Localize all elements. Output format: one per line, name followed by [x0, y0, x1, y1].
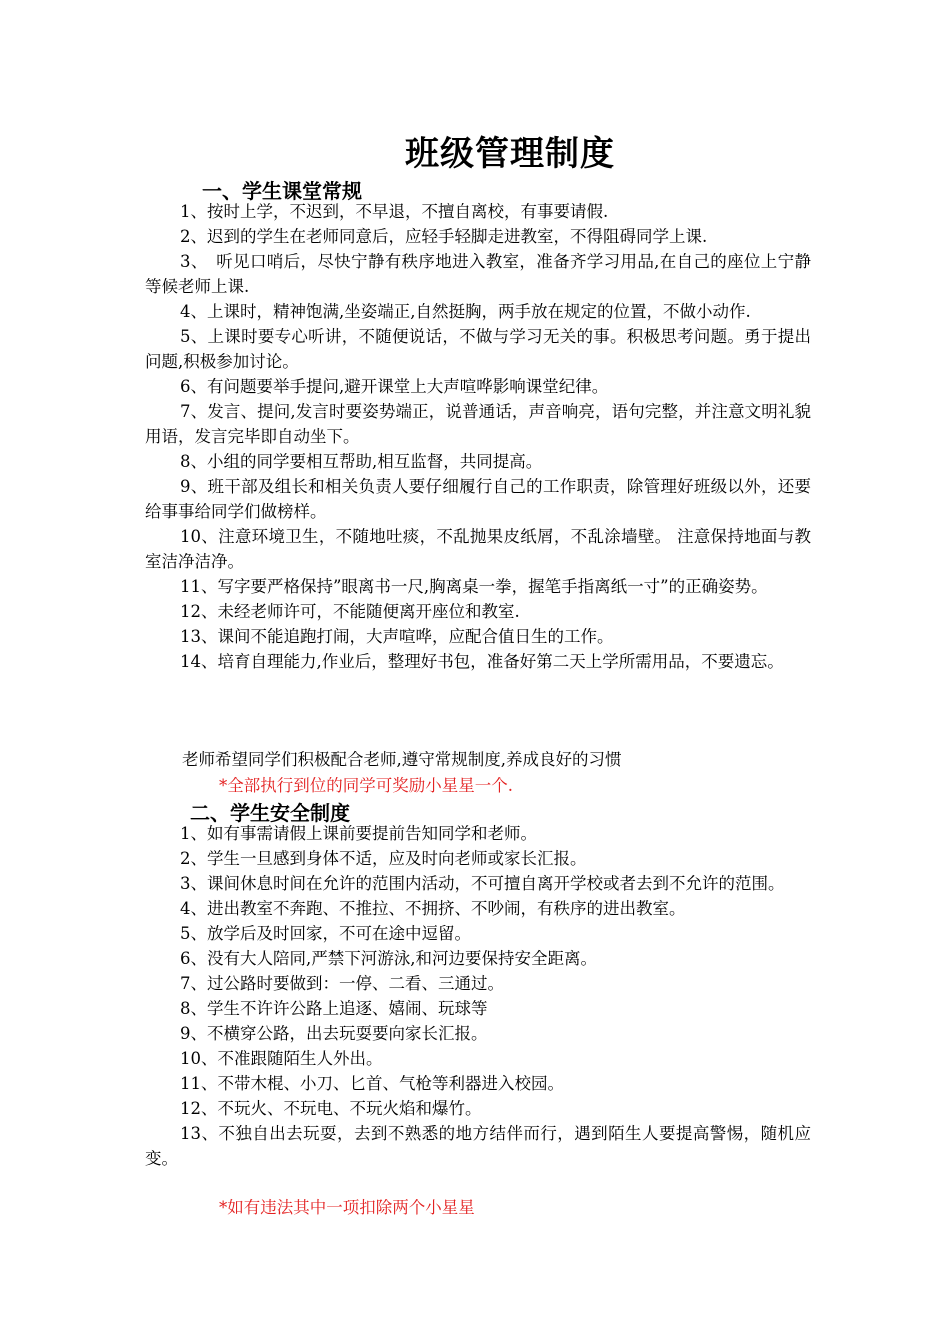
rule-item: 6、没有大人陪同,严禁下河游泳,和河边要保持安全距离。 — [180, 949, 597, 968]
reward-note: *全部执行到位的同学可奖励小星星一个. — [219, 776, 513, 795]
penalty-note: *如有违法其中一项扣除两个小星星 — [219, 1198, 475, 1217]
rule-item: 7、过公路时要做到：一停、二看、三通过。 — [180, 974, 504, 993]
classroom-rules-list — [145, 199, 811, 674]
page-title: 班级管理制度 — [405, 134, 615, 174]
rule-item: 1、按时上学，不迟到，不早退，不擅自离校，有事要请假. — [180, 202, 609, 221]
rule-item: 1、如有事需请假上课前要提前告知同学和老师。 — [180, 824, 537, 843]
safety-rules-list — [145, 821, 811, 1171]
rule-item: 14、培育自理能力,作业后，整理好书包，准备好第二天上学所需用品，不要遗忘。 — [180, 652, 784, 671]
rule-item: 3、课间休息时间在允许的范围内活动，不可擅自离开学校或者去到不允许的范围。 — [180, 874, 785, 893]
rule-item: 9、班干部及组长和相关负责人要仔细履行自己的工作职责，除管理好班级以外，还要给事事给同学们做榜样。 — [145, 477, 811, 521]
rule-item: 8、学生不许许公路上追逐、嬉闹、玩球等 — [180, 999, 488, 1018]
rule-item: 7、发言、提问,发言时要姿势端正，说普通话，声音响亮，语句完整，并注意文明礼貌用语，发言完毕即自动坐下。 — [145, 402, 811, 446]
rule-item: 12、不玩火、不玩电、不玩火焰和爆竹。 — [180, 1099, 482, 1118]
rule-item: 13、课间不能追跑打闹，大声喧哗，应配合值日生的工作。 — [180, 627, 614, 646]
rule-item: 10、注意环境卫生，不随地吐痰，不乱抛果皮纸屑，不乱涂墙壁。 注意保持地面与教室洁净洁净。 — [145, 527, 811, 571]
rule-item: 10、不准跟随陌生人外出。 — [180, 1049, 383, 1068]
rule-item: 11、写字要严格保持”眼离书一尺,胸离桌一拳，握笔手指离纸一寸”的正确姿势。 — [180, 577, 768, 596]
rule-item: 3、 听见口哨后，尽快宁静有秩序地进入教室，准备齐学习用品,在自己的座位上宁静等候老师上课. — [145, 252, 811, 296]
rule-item: 5、放学后及时回家，不可在途中逗留。 — [180, 924, 471, 943]
section-heading-classroom-rules: 一、学生课堂常规 — [202, 179, 362, 203]
rule-item: 9、不横穿公路，出去玩耍要向家长汇报。 — [180, 1024, 488, 1043]
rule-item: 13、不独自出去玩耍，去到不熟悉的地方结伴而行，遇到陌生人要提高警惕，随机应变。 — [145, 1124, 811, 1168]
closing-remark: 老师希望同学们积极配合老师,遵守常规制度,养成良好的习惯 — [182, 750, 622, 769]
rule-item: 12、未经老师许可，不能随便离开座位和教室. — [180, 602, 520, 621]
rule-item: 4、上课时，精神饱满,坐姿端正,自然挺胸，两手放在规定的位置，不做小动作. — [180, 302, 751, 321]
rule-item: 8、小组的同学要相互帮助,相互监督，共同提高。 — [180, 452, 543, 471]
rule-item: 2、迟到的学生在老师同意后，应轻手轻脚走进教室，不得阻碍同学上课. — [180, 227, 708, 246]
rule-item: 5、上课时要专心听讲，不随便说话，不做与学习无关的事。积极思考问题。勇于提出问题,积极参加讨论。 — [145, 327, 811, 371]
rule-item: 4、进出教室不奔跑、不推拉、不拥挤、不吵闹，有秩序的进出教室。 — [180, 899, 686, 918]
rule-item: 6、有问题要举手提问,避开课堂上大声喧哗影响课堂纪律。 — [180, 377, 609, 396]
rule-item: 2、学生一旦感到身体不适，应及时向老师或家长汇报。 — [180, 849, 587, 868]
rule-item: 11、不带木棍、小刀、匕首、气枪等利器进入校园。 — [180, 1074, 564, 1093]
section-heading-safety-rules: 二、学生安全制度 — [190, 801, 350, 825]
